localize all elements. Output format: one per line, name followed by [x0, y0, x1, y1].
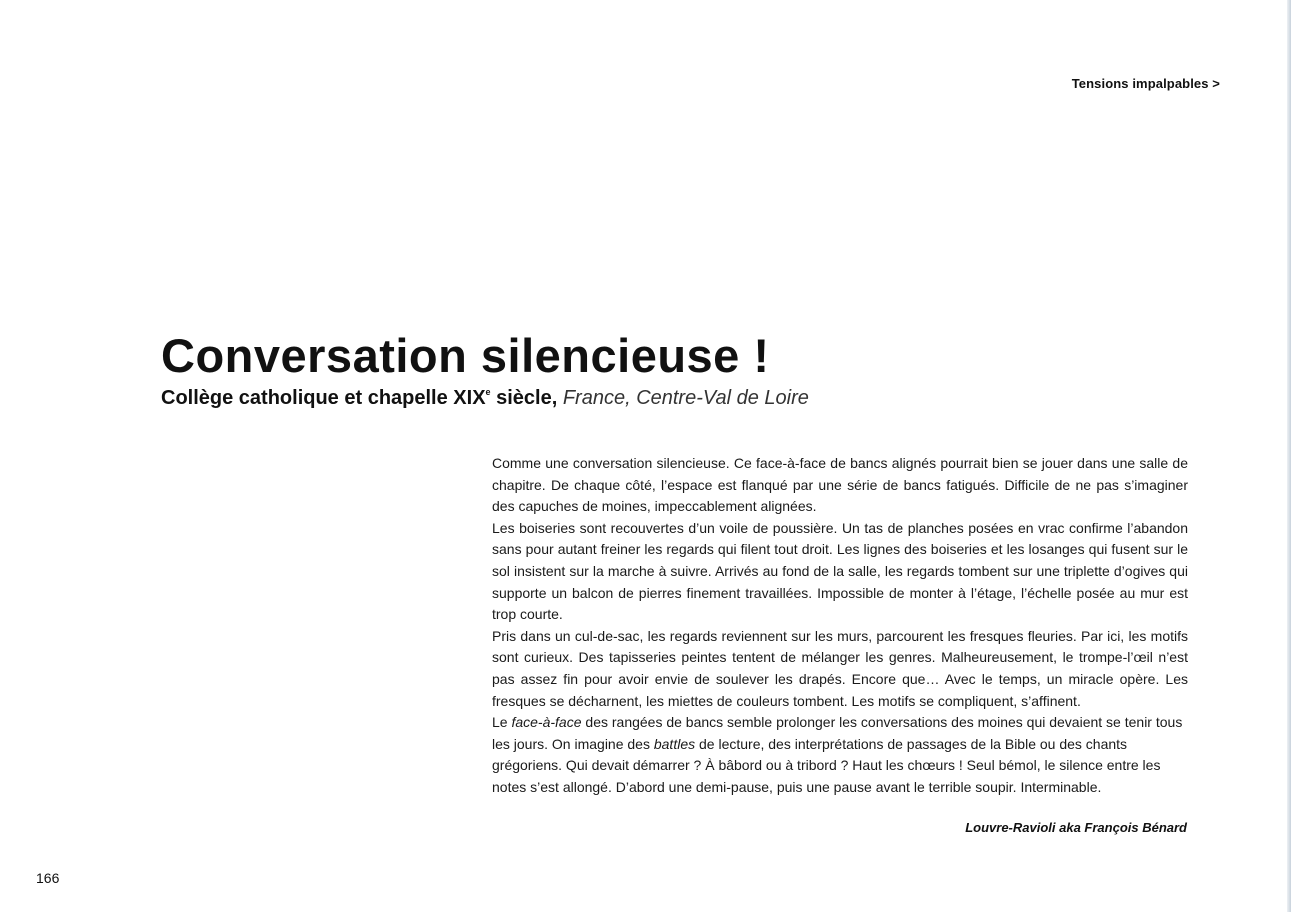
article-body: [492, 453, 1188, 799]
author-signature: Louvre-Ravioli aka François Bénard: [965, 820, 1187, 835]
paragraph-2: Les boiseries sont recouvertes d’un voile de poussière. Un tas de planches posées en vrac confirme l’abandon sans pour autant freiner les regards qui filent tout droit. Les lignes des boiseries et les losanges qui fusent sur le sol insistent sur la marche à suivre. Arrivés au fond de la salle, les regards tombent sur une triplette d’ogives qui supporte un balcon de pierres finement travaillées. Impossible de monter à l’étage, l’échelle posée au mur est trop courte.: [492, 519, 1188, 623]
subtitle-main: Collège catholique et chapelle XIX: [161, 387, 486, 409]
paragraph-4-text-1: Le: [492, 714, 512, 731]
page-edge-strip: [1287, 0, 1291, 912]
page-number: 166: [36, 870, 60, 886]
subtitle-superscript: e: [485, 387, 491, 397]
running-head: Tensions impalpables >: [1071, 76, 1220, 91]
paragraph-4-text-3: de lecture, des interprétations de passages de la Bible ou des chants grégoriens. Qui devait démarrer ? À bâbord ou à tribord ? Haut les chœurs ! Seul bémol, le silence entre les notes s’est allongé. D’abord une demi-pause, puis une pause avant le terrible soupir. Interminable.: [492, 735, 1161, 795]
paragraph-4-emphasis-2: battles: [653, 735, 696, 752]
paragraph-4: [492, 712, 1188, 798]
subtitle-suffix: siècle,: [490, 387, 558, 409]
paragraph-4-emphasis-1: face-à-face: [511, 714, 582, 731]
paragraph-1: Comme une conversation silencieuse. Ce face-à-face de bancs alignés pourrait bien se jouer dans une salle de chapitre. De chaque côté, l’espace est flanqué par une série de bancs fatigués. Difficile de ne pas s’imaginer des capuches de moines, impeccablement alignées.: [492, 455, 1188, 515]
paragraph-4-text-2: des rangées de bancs semble prolonger les conversations des moines qui devaient se tenir tous les jours. On imagine des: [492, 714, 1183, 752]
subtitle: [161, 385, 809, 411]
paragraph-3: Pris dans un cul-de-sac, les regards reviennent sur les murs, parcourent les fresques fleuries. Par ici, les motifs sont curieux. Des tapisseries peintes tentent de mélanger les genres. Malheureusement, le trompe-l’œil n’est pas assez fin pour avoir envie de soulever les drapés. Encore que… Avec le temps, un miracle opère. Les fresques se décharnent, les miettes de couleurs tombent. Les motifs se compliquent, s’affinent.: [492, 627, 1188, 709]
subtitle-location: France, Centre-Val de Loire: [562, 387, 809, 409]
page-title: Conversation silencieuse !: [161, 329, 770, 382]
